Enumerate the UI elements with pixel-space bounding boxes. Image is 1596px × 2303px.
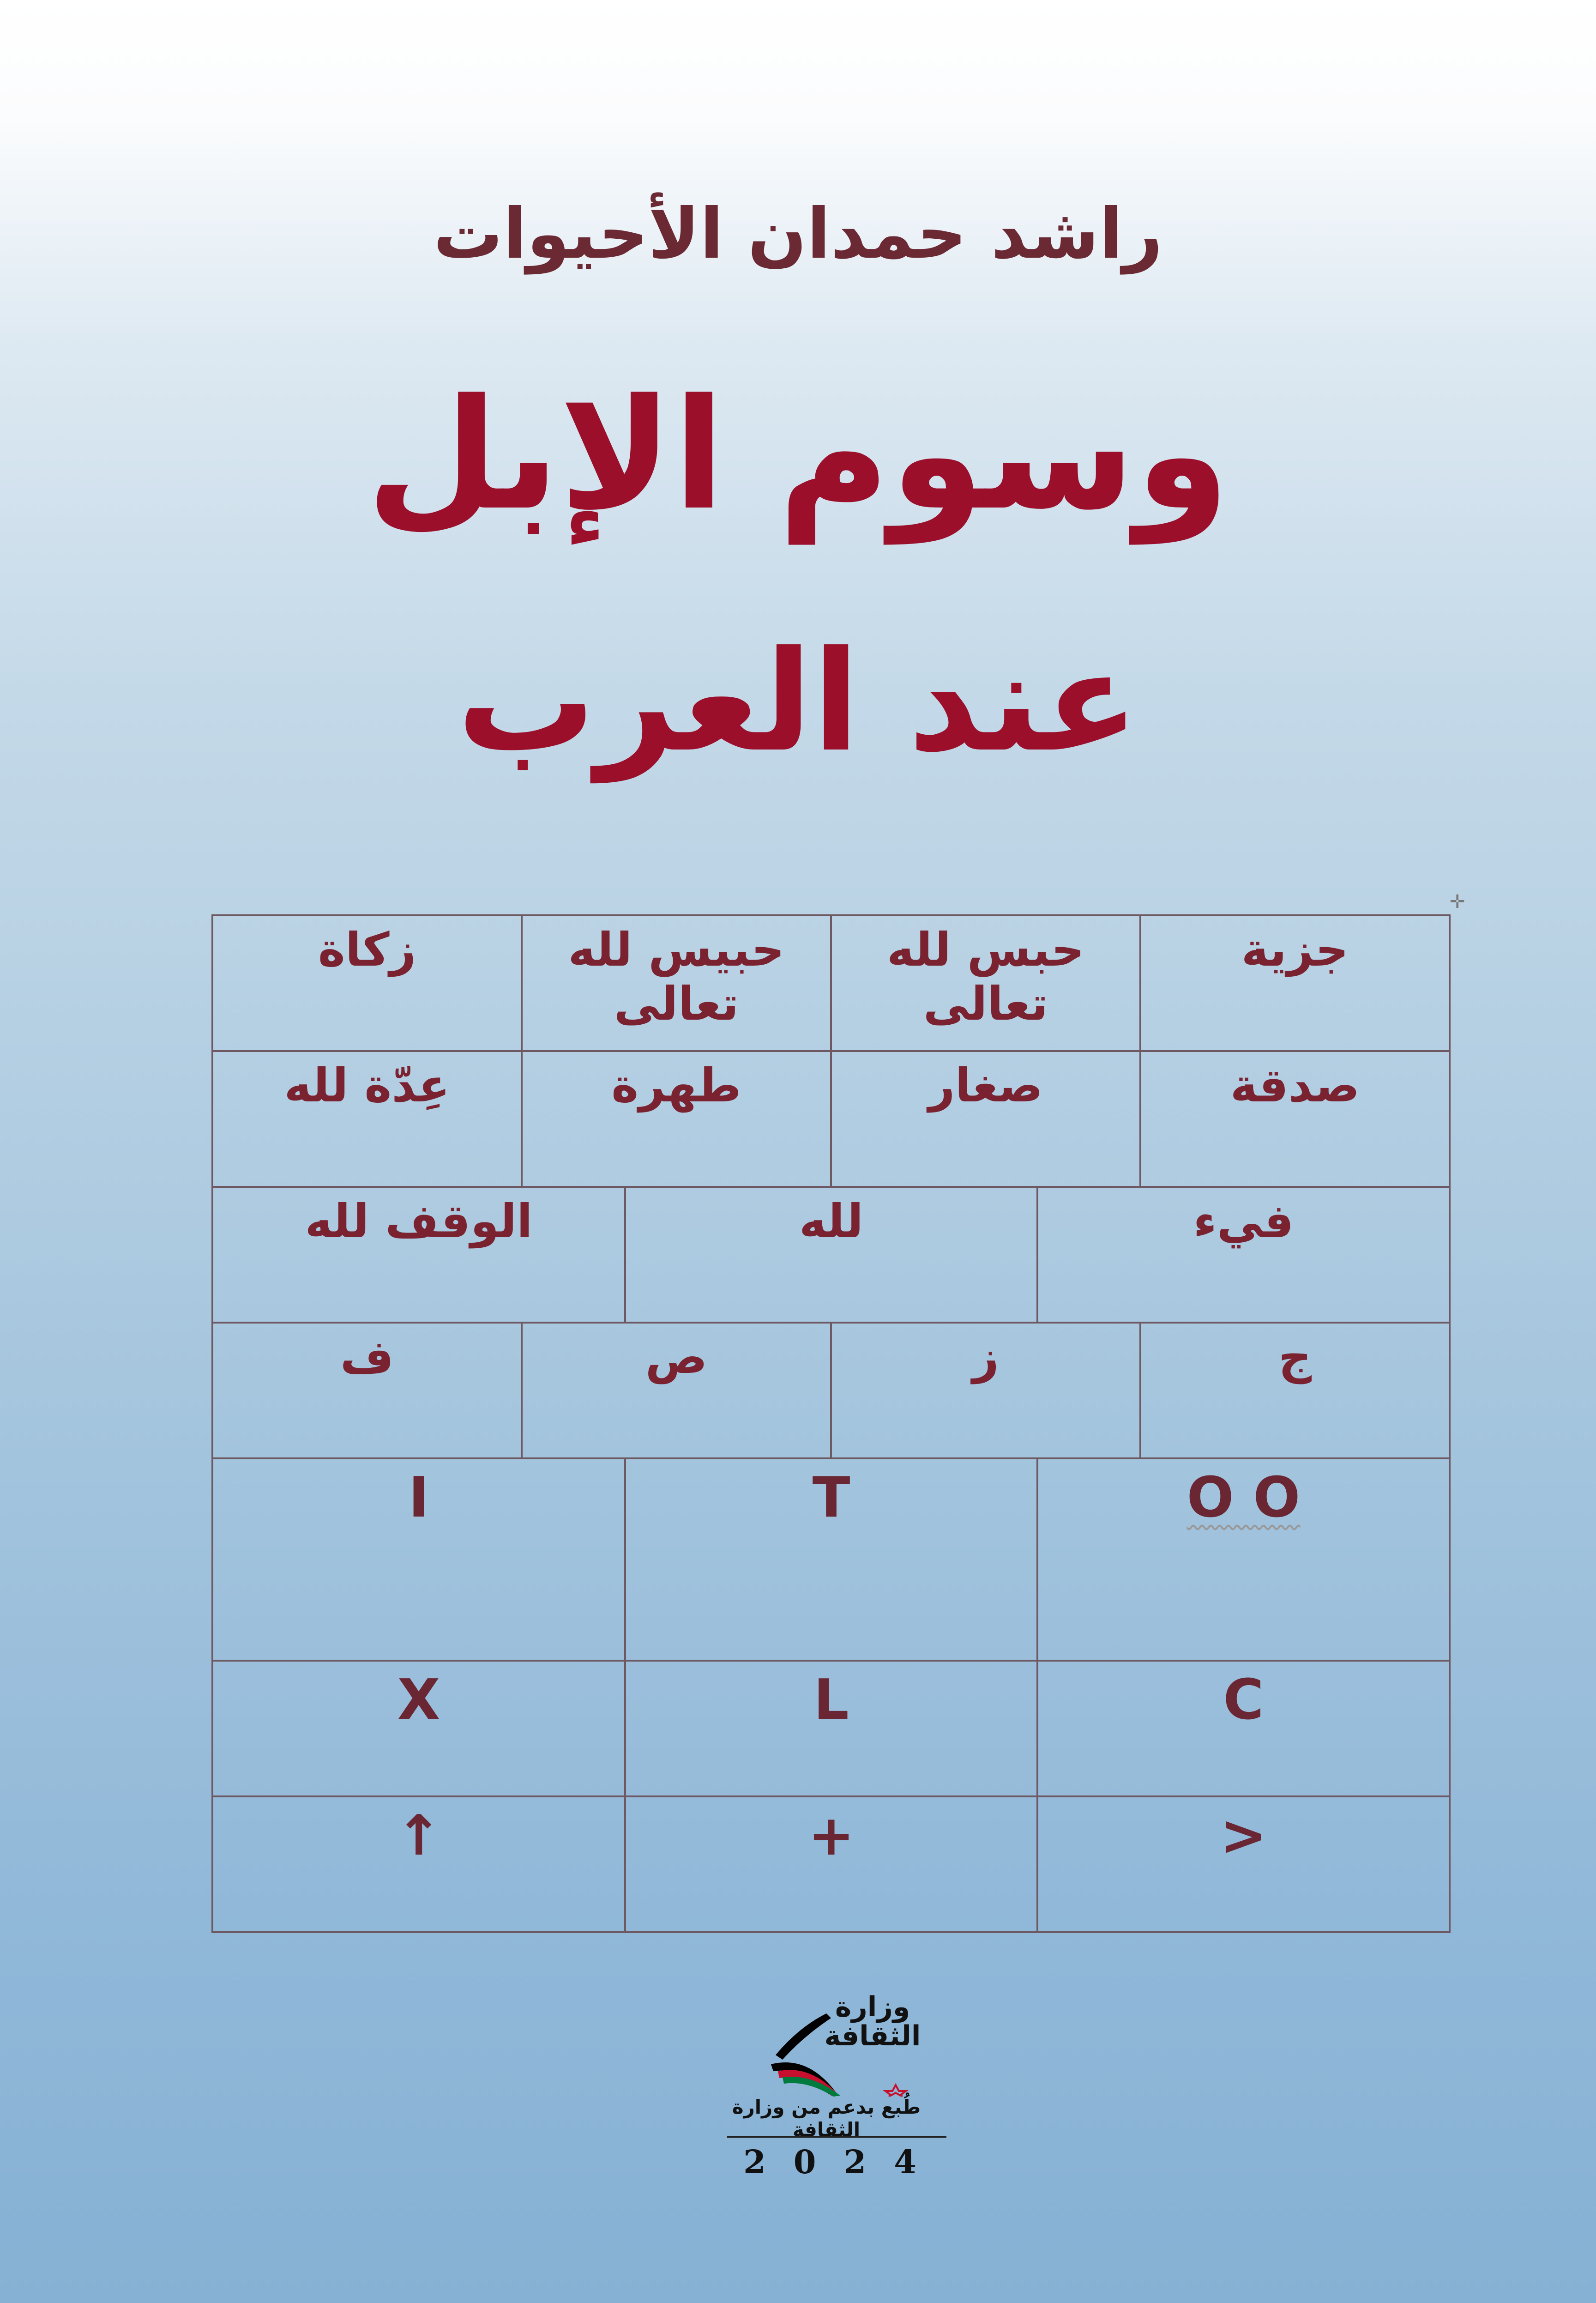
table-cell: لله	[625, 1187, 1037, 1323]
table-cell: ز	[831, 1323, 1140, 1458]
table-cell: صغار	[831, 1051, 1140, 1187]
ministry-name-line-1: وزارة	[835, 1991, 910, 2023]
table-cell: زكاة	[212, 915, 522, 1051]
table-row	[212, 1323, 1450, 1458]
table-cell: حبيس لله تعالى	[522, 915, 831, 1051]
table-cell: +	[625, 1796, 1037, 1932]
ministry-name	[817, 1993, 928, 2051]
table-row	[212, 1051, 1450, 1187]
table-cell: فيء	[1037, 1187, 1450, 1323]
camel-brand-table-part-2	[211, 1186, 1451, 1324]
table-cell: ف	[212, 1323, 522, 1458]
book-title-line-2: عند العرب	[457, 621, 1139, 782]
table-cell: I	[212, 1458, 625, 1661]
divider	[727, 2136, 946, 2138]
table-cell: T	[625, 1458, 1037, 1661]
table-cell	[1037, 1458, 1450, 1661]
table-cell: حبس لله تعالى	[831, 915, 1140, 1051]
table-cell: L	[625, 1661, 1037, 1796]
table-cell: X	[212, 1661, 625, 1796]
table-row	[212, 1187, 1450, 1323]
table-cell: عِدّة لله	[212, 1051, 522, 1187]
table-row	[212, 915, 1450, 1051]
ministry-name-line-2: الثقافة	[824, 2020, 921, 2052]
publication-year: 2024	[743, 2143, 944, 2181]
table-row	[212, 1796, 1450, 1932]
table-cell: طهرة	[522, 1051, 831, 1187]
camel-brand-table	[211, 914, 1451, 1188]
table-row	[212, 1661, 1450, 1796]
table-cell: الوقف لله	[212, 1187, 625, 1323]
table-cell: ص	[522, 1323, 831, 1458]
printing-support-note: طُبع بدعم من وزارة الثقافة	[732, 2096, 921, 2141]
book-title-line-1: وسوم الإبل	[366, 366, 1230, 544]
author-name: راشد حمدان الأحيوات	[433, 194, 1163, 274]
camel-brand-table-part-3	[211, 1322, 1451, 1459]
table-cell: C	[1037, 1661, 1450, 1796]
table-cell: ج	[1140, 1323, 1450, 1458]
table-row	[212, 1458, 1450, 1661]
table-cell: <	[1037, 1796, 1450, 1932]
brand-symbol: O O	[1186, 1466, 1301, 1530]
table-cell: ↑	[212, 1796, 625, 1932]
camel-brand-table-part-4	[211, 1457, 1451, 1933]
table-cell: جزية	[1140, 915, 1450, 1051]
table-cell: صدقة	[1140, 1051, 1450, 1187]
table-move-handle-icon: ✛	[1450, 891, 1465, 913]
